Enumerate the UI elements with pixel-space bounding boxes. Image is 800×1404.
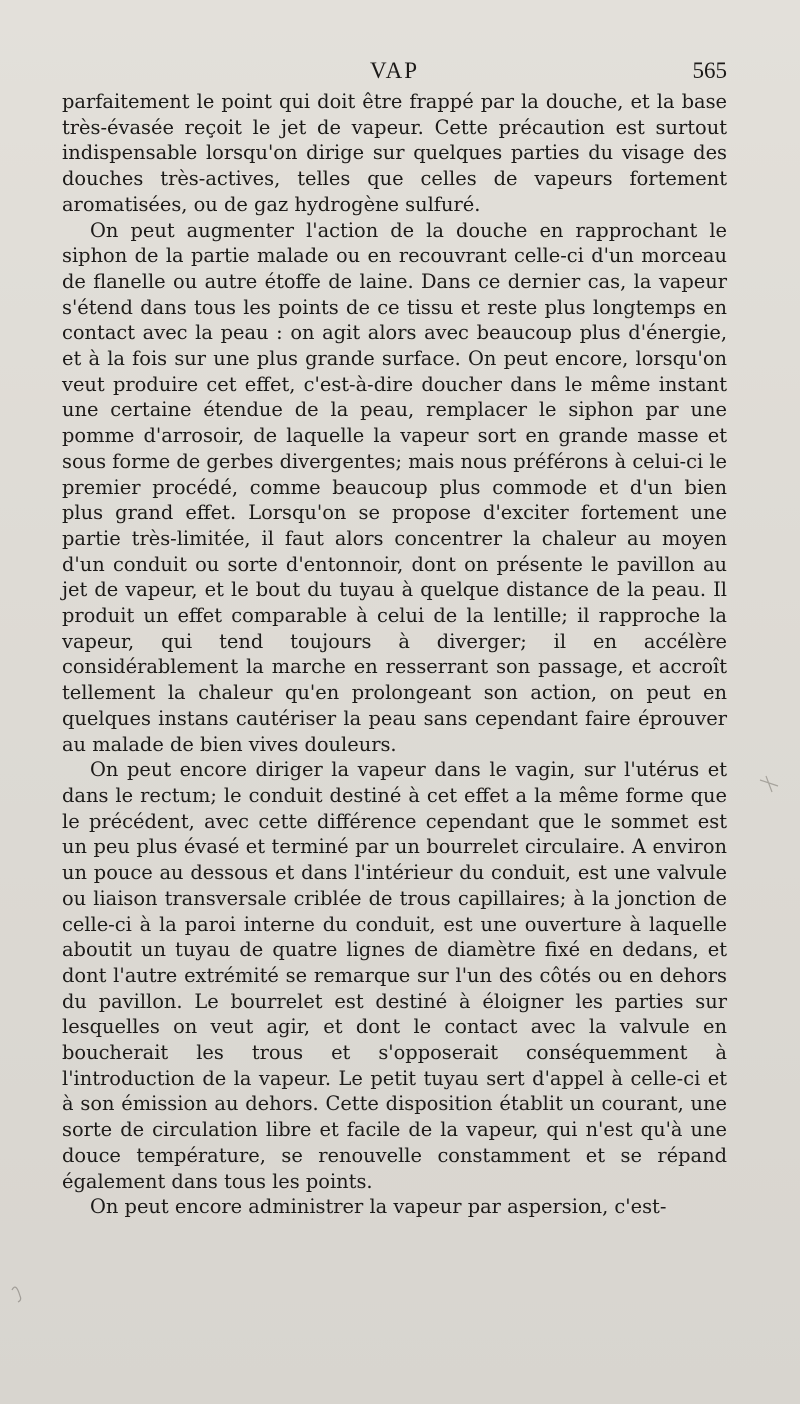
body-text: [62, 89, 727, 1220]
paragraph-2: On peut augmenter l'action de la douche en rapprochant le siphon de la partie malade ou en recouvrant celle-ci d'un morceau de flanelle ou autre étoffe de laine. Dans ce dernier cas, la vapeur s'étend dans tous les points de ce tissu et reste plus longtemps en contact avec la peau : on agit alors avec beaucoup plus d'énergie, et à la fois sur une plus grande surface. On peut encore, lorsqu'on veut produire cet effet, c'est-à-dire doucher dans le même instant une certaine étendue de la peau, remplacer le siphon par une pomme d'arrosoir, de laquelle la vapeur sort en grande masse et sous forme de gerbes divergentes; mais nous préférons à celui-ci le premier procédé, comme beaucoup plus commode et d'un bien plus grand effet. Lorsqu'on se propose d'exciter fortement une partie très-limitée, il faut alors concentrer la chaleur au moyen d'un conduit ou sorte d'entonnoir, dont on présente le pavillon au jet de vapeur, et le bout du tuyau à quelque distance de la peau. Il produit un effet comparable à celui de la lentille; il rapproche la vapeur, qui tend toujours à diverger; il en accélère considérablement la marche en resserrant son passage, et accroît tellement la chaleur qu'en prolongeant son action, on peut en quelques instans cautériser la peau sans cependant faire éprouver au malade de bien vives douleurs.: [62, 218, 727, 756]
paragraph-3: On peut encore diriger la vapeur dans le vagin, sur l'utérus et dans le rectum; le conduit destiné à cet effet a la même forme que le précédent, avec cette différence cependant que le sommet est un peu plus évasé et terminé par un bourrelet circulaire. A environ un pouce au dessous et dans l'intérieur du conduit, est une valvule ou liaison transversale criblée de trous capillaires; à la jonction de celle-ci à la paroi interne du conduit, est une ouverture à laquelle aboutit un tuyau de quatre lignes de diamètre fixé en dedans, et dont l'autre extrémité se remarque sur l'un des côtés ou en dehors du pavillon. Le bourrelet est destiné à éloigner les parties sur lesquelles on veut agir, et dont le contact avec la valvule en boucherait les trous et s'opposerait conséquemment à l'introduction de la vapeur. Le petit tuyau sert d'appel à celle-ci et à son émission au dehors. Cette disposition établit un courant, une sorte de circulation libre et facile de la vapeur, qui n'est qu'à une douce température, se renouvelle constamment et se répand également dans tous les points.: [62, 758, 727, 1193]
paragraph-4: On peut encore administrer la vapeur par aspersion, c'est-: [90, 1195, 667, 1219]
pencil-margin-mark: [12, 1287, 21, 1302]
page-header: [62, 58, 727, 88]
paragraph-1: parfaitement le point qui doit être frappé par la douche, et la base très-évasée reçoit le jet de vapeur. Cette précaution est surtout indispensable lorsqu'on dirige sur quelques parties du visage des douches très-actives, telles que celles de vapeurs fortement aromatisées, ou de gaz hydrogène sulfuré.: [62, 90, 727, 216]
running-head: VAP: [369, 58, 420, 83]
page-number: 565: [692, 58, 727, 83]
pencil-tick-mark: [760, 776, 778, 792]
